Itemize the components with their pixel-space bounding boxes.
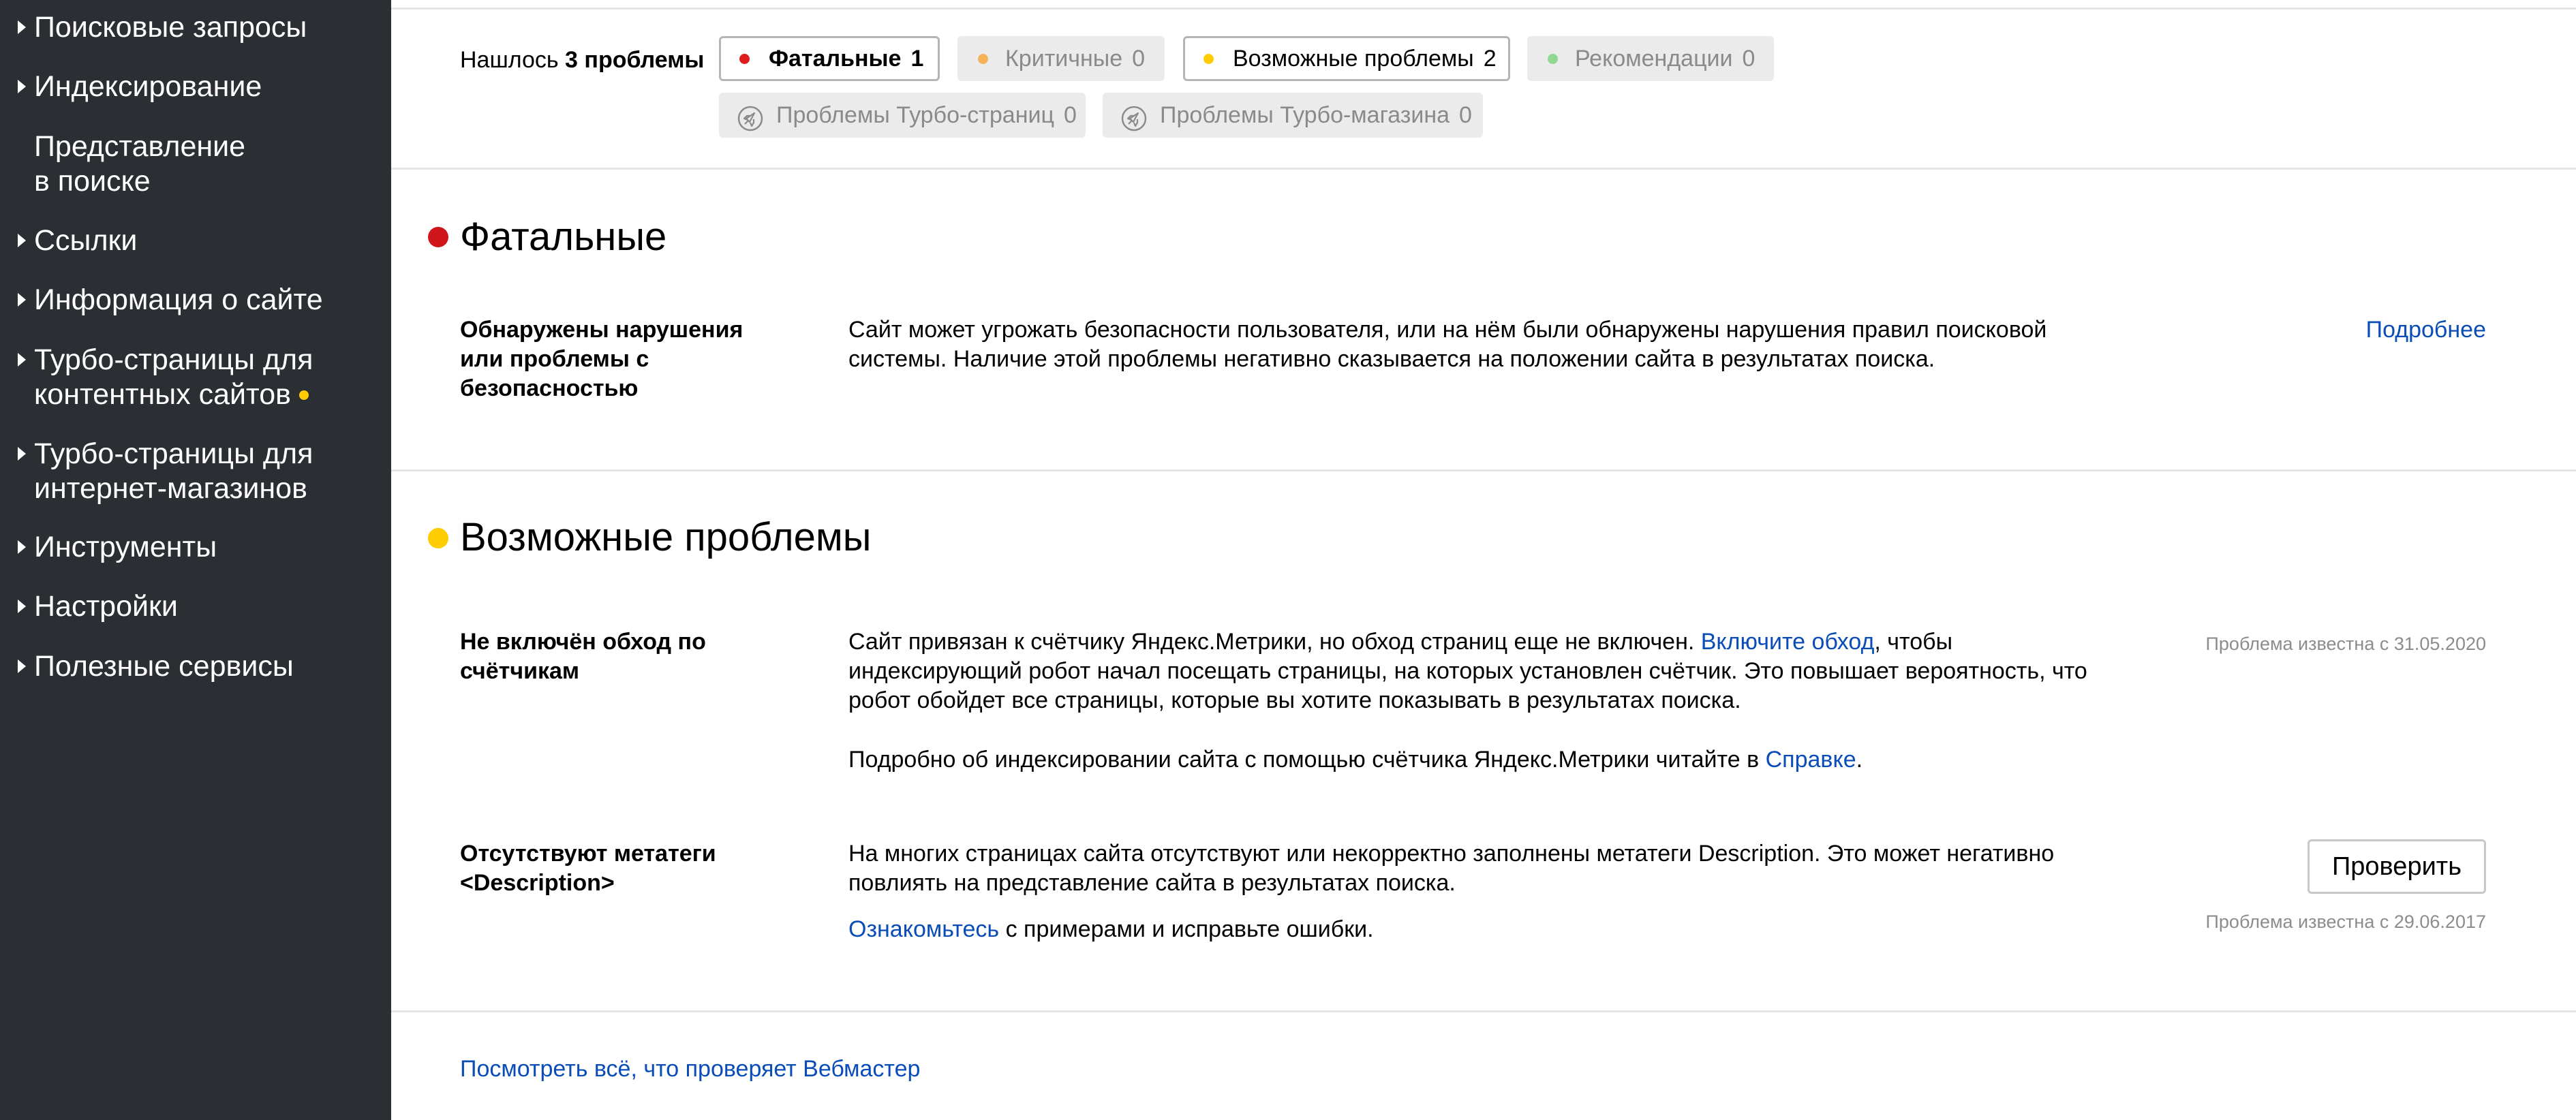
check-button[interactable]: Проверить (2307, 839, 2486, 894)
filter-count: 0 (1063, 102, 1077, 128)
caret-right-icon (18, 447, 26, 461)
description-text: Сайт привязан к счётчику Яндекс.Метрики, но обход страниц еще не включен. (848, 629, 1701, 655)
caret-right-icon (18, 80, 26, 93)
sidebar-item-label: Ссылки (34, 224, 138, 257)
description-text: Подробно об индексировании сайта с помощью счётчика Яндекс.Метрики читайте в (848, 747, 1766, 773)
caret-right-icon (18, 20, 26, 34)
sidebar-item-label: Представление в поиске (34, 130, 246, 198)
sidebar-item-label: Настройки (34, 590, 178, 623)
filter-count: 0 (1132, 46, 1146, 72)
section-title-possible: Возможные проблемы (460, 515, 872, 559)
sidebar-item-tools[interactable] (0, 530, 391, 565)
sidebar-item-label: Турбо-страницы для интернет-магазинов (34, 437, 313, 505)
description-text: , чтобы индексирующий робот начал посещать страницы, на которых установлен счётчик. Это повышает вероятность, что робот обойдет все страницы, которые вы хотите показывать в результатах поиска. (848, 629, 2087, 713)
sidebar-item-label (34, 343, 375, 412)
sidebar-item-label: Полезные сервисы (34, 650, 294, 683)
red-dot-icon (739, 54, 750, 64)
issue-description-meta-description: На многих страницах сайта отсутствуют или некорректно заполнены метатеги Description. Это может негативно повлиять на представление сайта в результатах поиска. (848, 841, 2055, 896)
warning-dot-icon (299, 390, 309, 400)
issue-title-meta-description: Отсутствуют метатеги <Description> (460, 841, 716, 896)
learn-examples-link[interactable]: Ознакомьтесь (848, 916, 1000, 942)
caret-right-icon (18, 293, 26, 307)
filter-count: 2 (1483, 46, 1497, 72)
issue-hint-meta-description (848, 915, 2109, 944)
caret-right-icon (18, 234, 26, 247)
rocket-icon (737, 102, 764, 129)
fatal-dot-icon (428, 227, 448, 247)
view-all-checks-link[interactable]: Посмотреть всё, что проверяет Вебмастер (460, 1056, 921, 1082)
filter-turbo-pages-button[interactable] (719, 93, 1086, 138)
sidebar-item-settings[interactable] (0, 589, 391, 624)
issue-description-security: Сайт может угрожать безопасности пользователя, или на нём были обнаружены нарушения правил поисковой системы. Наличие этой проблемы негативно сказывается на положении сайта в результатах поиска. (848, 317, 2047, 372)
yellow-dot-icon (1203, 54, 1214, 64)
rocket-icon (1120, 102, 1148, 129)
filter-count: 0 (1459, 102, 1472, 128)
sidebar-item-site-info[interactable] (0, 283, 391, 317)
filter-critical-button[interactable] (957, 36, 1165, 81)
main-content (391, 0, 2576, 1120)
possible-dot-icon (428, 528, 448, 548)
problem-known-since: Проблема известна с 31.05.2020 (2205, 634, 2486, 654)
enable-crawl-link[interactable]: Включите обход (1700, 629, 1875, 655)
problem-known-since: Проблема известна с 29.06.2017 (2205, 912, 2486, 932)
filter-recommendations-button[interactable] (1527, 36, 1774, 81)
issue-title-counter-crawl: Не включён обход по счётчикам (460, 629, 706, 684)
summary-prefix: Нашлось (460, 47, 559, 73)
hint-text: с примерами и исправьте ошибки. (999, 916, 1374, 942)
caret-right-icon (18, 540, 26, 554)
sidebar-item-search-appearance[interactable] (0, 129, 391, 199)
divider (391, 1010, 2576, 1012)
help-link[interactable]: Справке (1765, 747, 1856, 773)
caret-right-icon (18, 600, 26, 613)
filter-label: Рекомендации (1575, 46, 1733, 72)
filter-turbo-shop-button[interactable] (1103, 93, 1483, 138)
issue-description-counter-crawl (848, 627, 2109, 715)
more-details-link[interactable]: Подробнее (2365, 317, 2486, 343)
section-title-fatal: Фатальные (460, 215, 667, 259)
issue-description-counter-help (848, 745, 2109, 775)
filter-count: 0 (1742, 46, 1755, 72)
filter-label: Возможные проблемы (1233, 46, 1474, 72)
sidebar-item-turbo-shops[interactable] (0, 437, 391, 506)
filter-label: Проблемы Турбо-страниц (776, 102, 1054, 128)
divider (391, 7, 2576, 10)
sidebar-item-turbo-content[interactable] (0, 343, 391, 412)
divider (391, 168, 2576, 170)
caret-right-icon (18, 353, 26, 367)
divider (391, 469, 2576, 471)
sidebar-item-useful-services[interactable] (0, 649, 391, 684)
sidebar-item-label: Информация о сайте (34, 283, 323, 316)
sidebar (0, 0, 391, 1120)
summary-count: 3 проблемы (565, 47, 705, 73)
sidebar-item-text: Турбо-страницы для контентных сайтов (34, 343, 313, 411)
issue-title-security: Обнаружены нарушения или проблемы с безопасностью (460, 317, 743, 401)
sidebar-item-label: Поисковые запросы (34, 11, 307, 44)
sidebar-item-indexing[interactable] (0, 69, 391, 104)
problems-summary (460, 46, 704, 74)
filter-label: Фатальные (769, 46, 902, 72)
filter-fatal-button[interactable] (719, 36, 940, 81)
sidebar-item-links[interactable] (0, 223, 391, 258)
green-dot-icon (1548, 54, 1558, 64)
sidebar-item-label: Инструменты (34, 531, 217, 563)
sidebar-item-label: Индексирование (34, 70, 262, 103)
caret-right-icon (18, 659, 26, 673)
orange-dot-icon (978, 54, 988, 64)
filter-possible-button[interactable] (1183, 36, 1510, 81)
filter-label: Проблемы Турбо-магазина (1160, 102, 1450, 128)
sidebar-item-search-queries[interactable] (0, 10, 391, 45)
filter-label: Критичные (1005, 46, 1123, 72)
description-text: . (1856, 747, 1863, 773)
filter-count: 1 (910, 46, 924, 72)
